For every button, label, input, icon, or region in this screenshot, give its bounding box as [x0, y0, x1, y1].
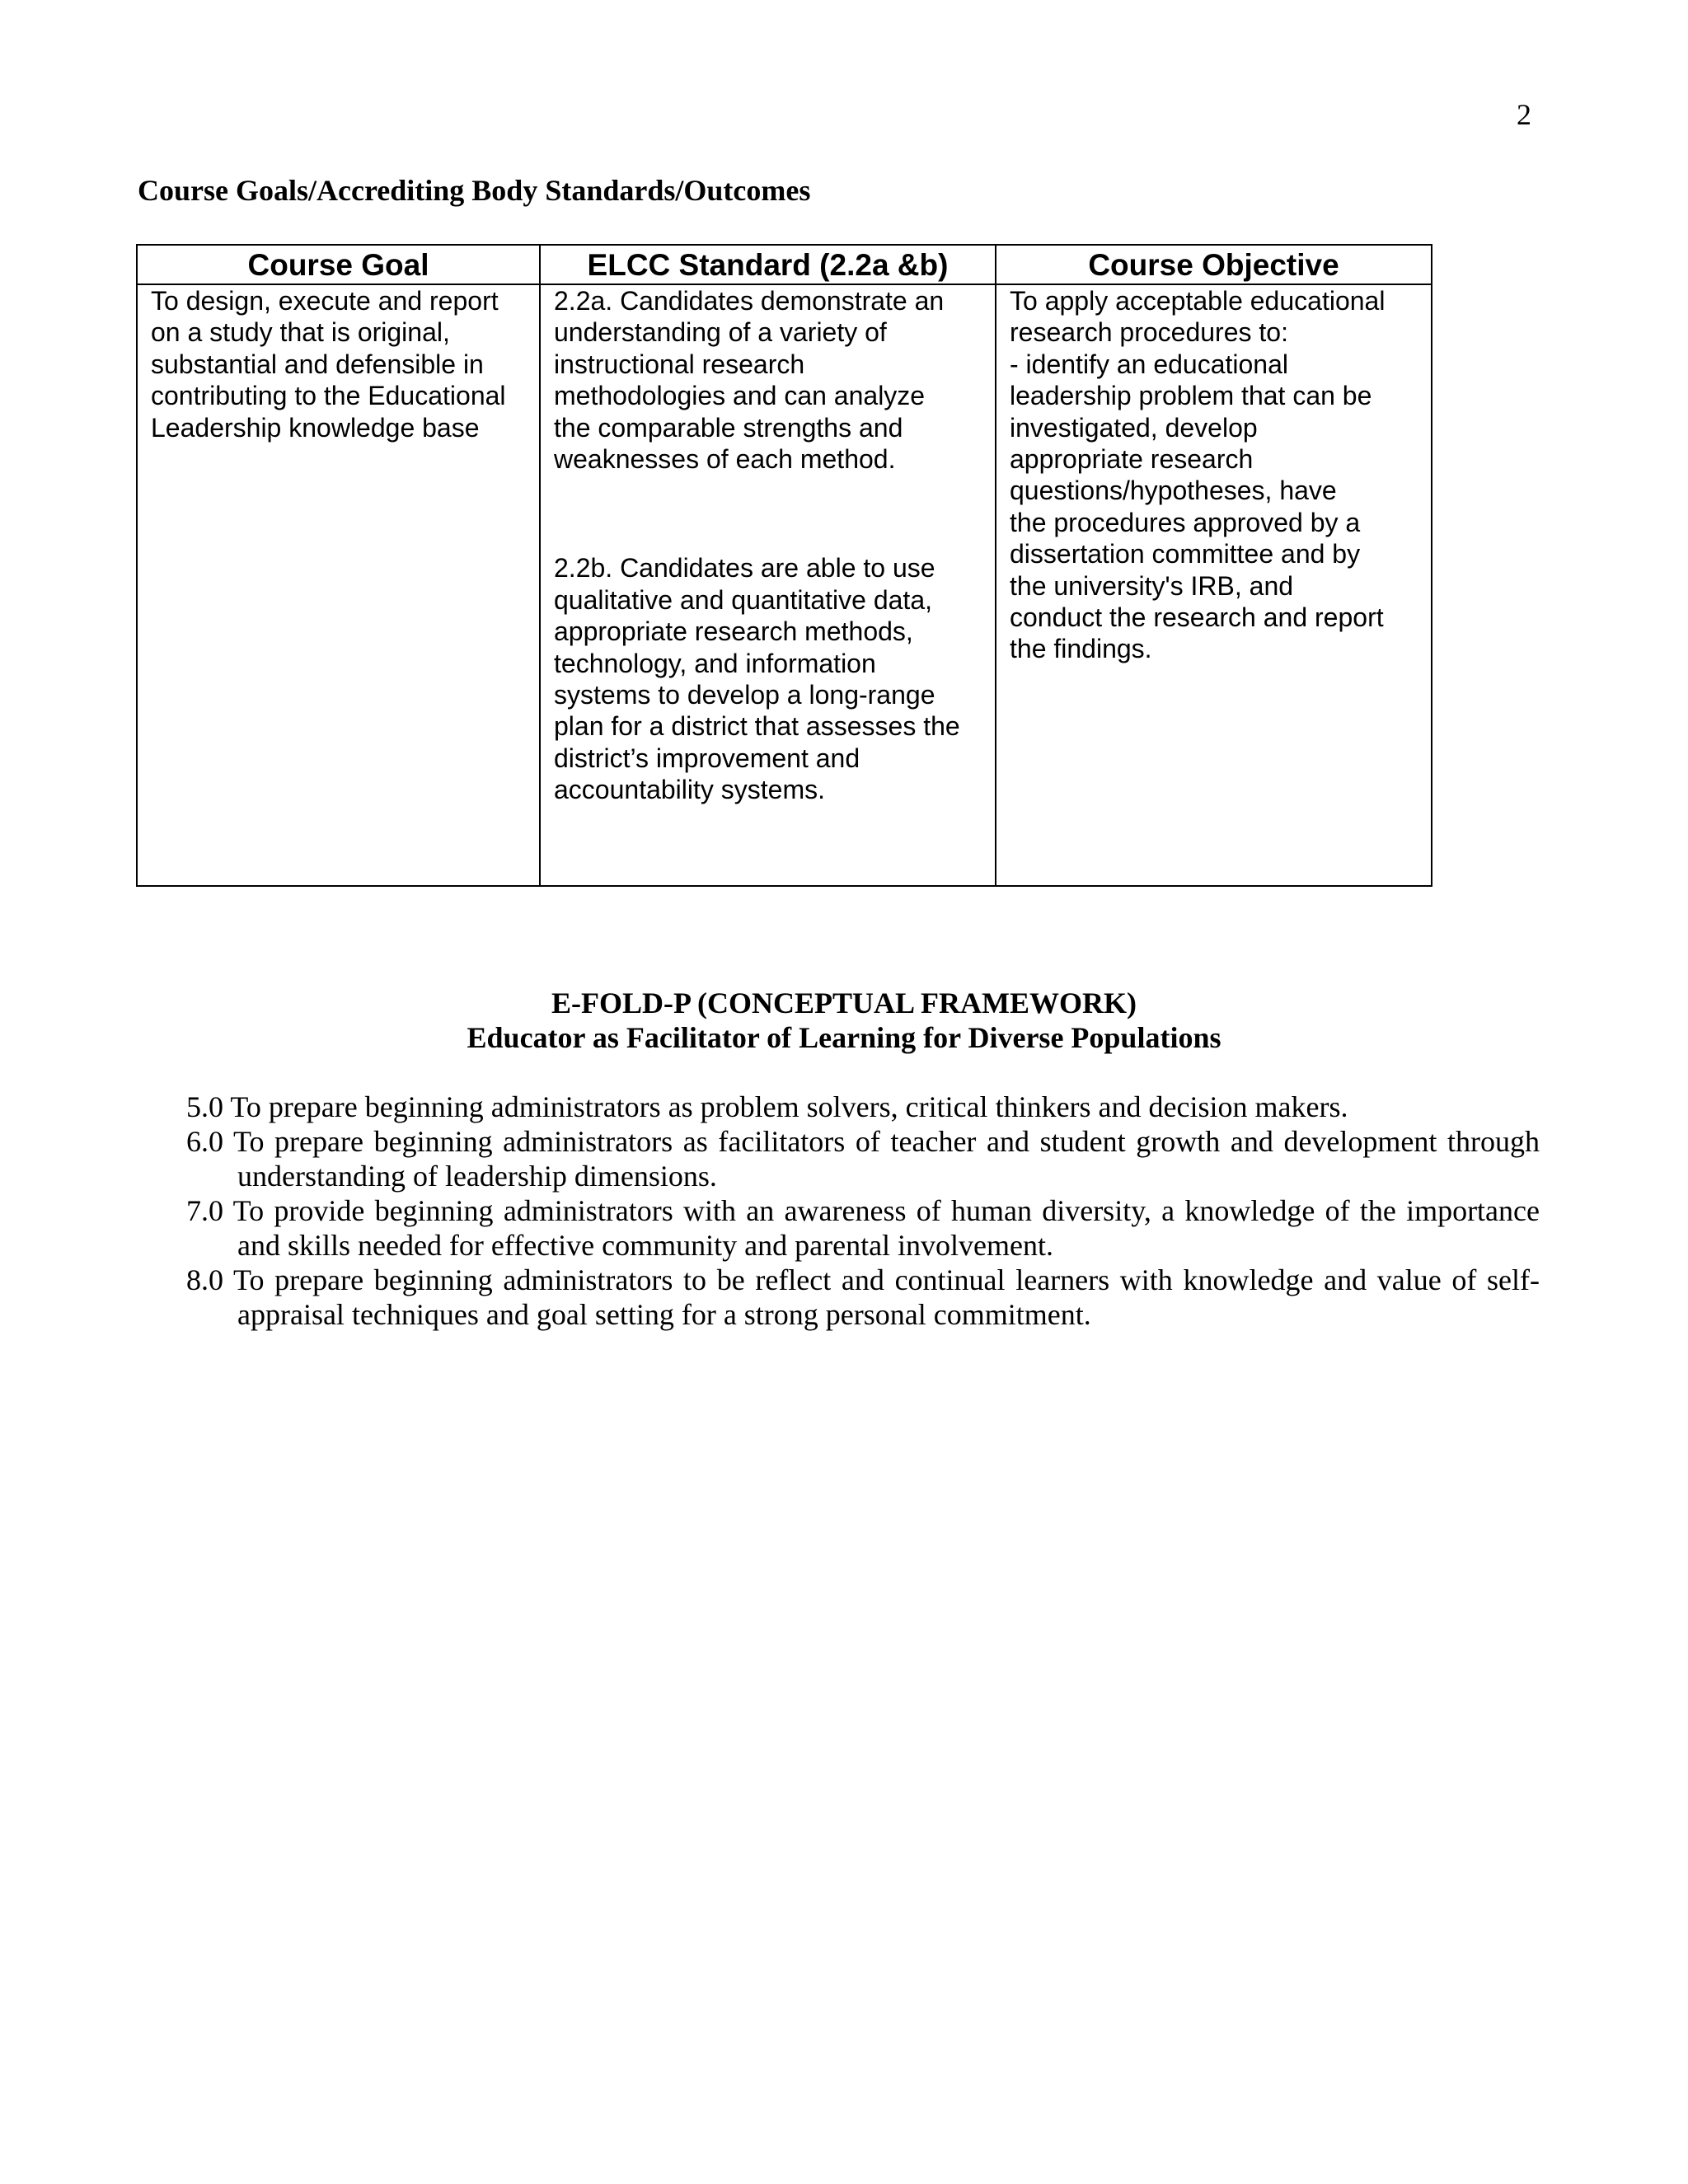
course-goal-cell [137, 284, 540, 886]
list-item: 7.0 To provide beginning administrators with an awareness of human diversity, a knowledge of the importance and skills needed for effective community and parental involvement. [186, 1194, 1540, 1262]
header-course-objective: Course Objective [996, 245, 1432, 284]
list-item: 5.0 To prepare beginning administrators as problem solvers, critical thinkers and decision makers. [186, 1090, 1348, 1123]
course-goal-text: To design, execute and report on a study that is original, substantial and defensible in contributing to the Educational Leadership knowledge base [151, 286, 506, 443]
header-course-goal: Course Goal [137, 245, 540, 284]
framework-title: E-FOLD-P (CONCEPTUAL FRAMEWORK) [551, 987, 1137, 1019]
spacer [554, 475, 985, 552]
table-header-row [137, 245, 1432, 284]
table-row [137, 284, 1432, 886]
course-objective-text: To apply acceptable educational research procedures to: - identify an educational leadership problem that can be investigated, develop appropriate research questions/hypotheses, have the procedures approved by a dissertation committee and by the university's IRB, and conduct the research and report the findings. [1010, 286, 1386, 664]
list-item: 6.0 To prepare beginning administrators as facilitators of teacher and student growth and development through understanding of leadership dimensions. [186, 1125, 1540, 1193]
list-item: 8.0 To prepare beginning administrators to be reflect and continual learners with knowledge and value of self-appraisal techniques and goal setting for a strong personal commitment. [186, 1263, 1540, 1331]
framework-heading [0, 986, 1688, 1055]
course-goals-table [136, 244, 1432, 887]
course-objective-cell [996, 284, 1432, 886]
page-number: 2 [1517, 98, 1531, 131]
elcc-2-2b-text: 2.2b. Candidates are able to use qualitative and quantitative data, appropriate research methods, technology, and information systems to develop a long-range plan for a district that assesses the district’s improvement and accountability systems. [554, 553, 960, 805]
header-elcc-standard: ELCC Standard (2.2a &b) [540, 245, 996, 284]
elcc-standard-cell [540, 284, 996, 886]
framework-subtitle: Educator as Facilitator of Learning for Diverse Populations [467, 1021, 1221, 1054]
section-heading: Course Goals/Accrediting Body Standards/Outcomes [138, 174, 811, 207]
elcc-2-2a-text: 2.2a. Candidates demonstrate an understanding of a variety of instructional research methodologies and can analyze the comparable strengths and weaknesses of each method. [554, 286, 945, 475]
objectives-list [186, 1090, 1540, 1332]
